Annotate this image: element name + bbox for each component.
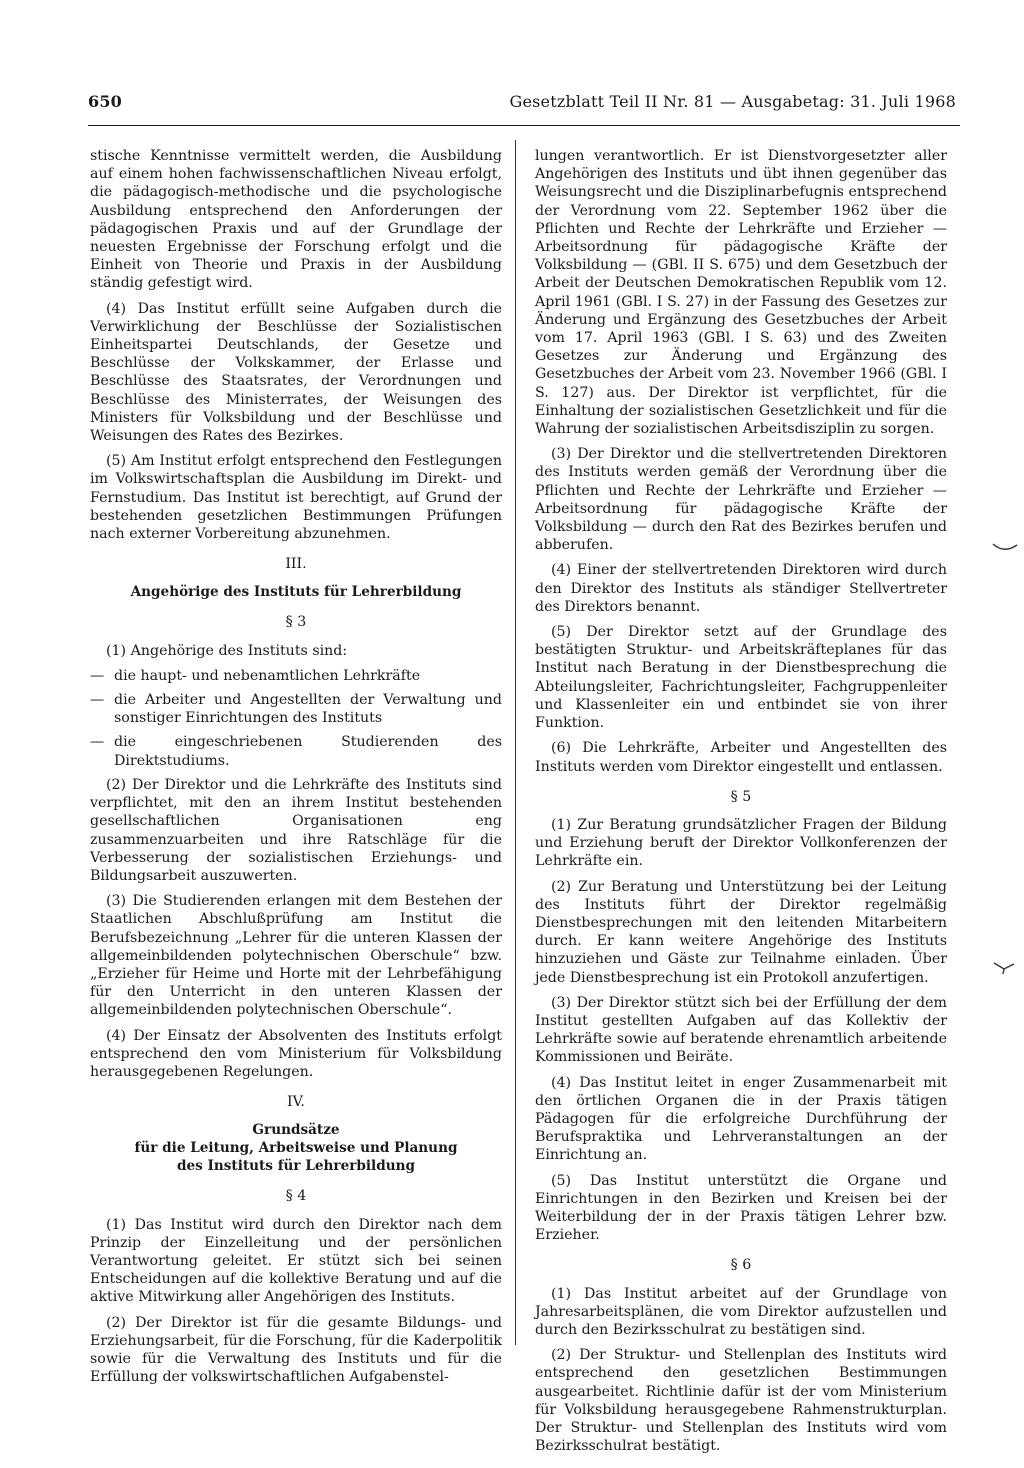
paragraph-symbol: § 6 [730, 1257, 752, 1274]
column-divider [515, 140, 516, 1345]
list-item [90, 733, 502, 769]
list-item-text: die eingeschriebenen Studierenden des Direktstudiums. [114, 734, 502, 769]
dash-bullet: — [90, 667, 105, 684]
paragraph: (5) Das Institut unterstützt die Organe und Einrichtungen in den Bezirken und Kreisen bei der Weiterbildung der in der Praxis tätigen Lehrer bzw. Erzieher. [535, 1172, 947, 1244]
paragraph: (3) Die Studierenden erlangen mit dem Bestehen der Staatlichen Abschlußprüfung am Institut die Berufsbezeichnung „Lehrer für die unteren Klassen der allgemeinbildenden polytechnischen Oberschule“ bzw. „Erzieher für Heime und Horte mit der Lehrbefähigung für den Unterricht in den unteren Klassen der allgemeinbildenden polytechnischen Oberschule“. [90, 893, 502, 1019]
paragraph: (2) Der Direktor und die Lehrkräfte des Instituts sind verpflichtet, mit den an ihrem Institut bestehenden gesellschaftlichen Organisationen eng zusammenzuarbeiten und ihre Ratschläge für die Verbesserung der sozialistischen Erziehungs- und Bildungsarbeit auszuwerten. [90, 776, 502, 884]
page-header [88, 90, 958, 120]
paragraph: (4) Einer der stellvertretenden Direktoren wird durch den Direktor des Instituts als ständiger Stellvertreter des Direktors benannt. [535, 562, 947, 615]
paragraph: (1) Zur Beratung grundsätzlicher Fragen der Bildung und Erziehung beruft der Direktor Vollkonferenzen der Lehrkräfte ein. [535, 816, 947, 870]
section-number: IV. [287, 1094, 305, 1111]
paragraph: (4) Der Einsatz der Absolventen des Instituts erfolgt entsprechend den vom Ministerium für Volksbildung herausgegebenen Regelungen. [90, 1027, 502, 1080]
list-item [90, 667, 502, 685]
paragraph: lungen verantwortlich. Er ist Dienstvorgesetzter aller Angehörigen des Instituts und übt ihnen gegenüber das Weisungsrecht und die Disziplinarbefugnis entsprechend der Verordnung vom 22. September 1962 über die Pflichten und Rechte der Lehrkräfte und Erzieher — Arbeitsordnung für pädagogische Kräfte der Volksbildung — (GBl. II S. 675) und dem Gesetzbuch der Arbeit der Deutschen Demokratischen Republik vom 12. April 1961 (GBl. I S. 27) in der Fassung des Gesetzes zur Änderung und Ergänzung des Gesetzbuches der Arbeit vom 17. April 1963 (GBl. I S. 63) und des Zweiten Gesetzes zur Änderung und Ergänzung des Gesetzbuches der Arbeit vom 23. November 1966 (GBl. I S. 127) aus. Der Direktor ist verpflichtet, für die Einhaltung der sozialistischen Gesetzlichkeit und für die Wahrung der sozialistischen Arbeitsdisziplin zu sorgen. [535, 148, 947, 438]
paragraph: (4) Das Institut erfüllt seine Aufgaben durch die Verwirklichung der Beschlüsse der Sozialistischen Einheitspartei Deutschlands, der Gesetze und Beschlüsse der Volkskammer, der Erlasse und Beschlüsse des Staatsrates, der Verordnungen und Beschlüsse des Ministerrates, der Weisungen des Ministers für Volksbildung und der Beschlüsse und Weisungen des Rates des Bezirkes. [90, 300, 502, 445]
margin-mark-icon [992, 960, 1016, 976]
paragraph: (1) Das Institut wird durch den Direktor nach dem Prinzip der Einzelleitung und der persönlichen Verantwortung geleitet. Er stützt sich bei seinen Entscheidungen auf die kollektive Beratung und auf die aktive Mitwirkung aller Angehörigen des Instituts. [90, 1216, 502, 1306]
header-rule [88, 125, 960, 126]
paragraph: (1) Angehörige des Instituts sind: [106, 642, 348, 659]
paragraph: (2) Zur Beratung und Unterstützung bei der Leitung des Instituts führt der Direktor regelmäßig Dienstbesprechungen mit den leitenden Mitarbeitern durch. Er kann weitere Angehörige des Instituts hinzuziehen und Gäste zur Teilnahme einladen. Über jede Dienstbesprechung ist ein Protokoll anzufertigen. [535, 878, 947, 986]
section-heading-line: Grundsätze [252, 1122, 340, 1139]
paragraph-symbol: § 3 [285, 614, 307, 631]
list-item [90, 691, 502, 727]
left-column [90, 147, 502, 1393]
margin-mark-icon [992, 540, 1018, 554]
paragraph: (5) Der Direktor setzt auf der Grundlage des bestätigten Struktur- und Arbeitskräfteplanes für das Institut nach Beratung in der Dienstbesprechung die Abteilungsleiter, Fachrichtungsleiter, Fachgruppenleiter und Klassenleiter ein und entbindet sie von ihrer Funktion. [535, 624, 947, 732]
paragraph: (4) Das Institut leitet in enger Zusammenarbeit mit den örtlichen Organen die in der Praxis tätigen Pädagogen für die erfolgreiche Durchführung der Berufspraktika und Lehrveranstaltungen an der Einrichtung an. [535, 1074, 947, 1164]
right-column [535, 147, 947, 1462]
paragraph: (3) Der Direktor und die stellvertretenden Direktoren des Instituts werden gemäß der Verordnung über die Pflichten und Rechte der Lehrkräfte und Erzieher — Arbeitsordnung für pädagogische Kräfte der Volksbildung — durch den Rat des Bezirkes berufen und abberufen. [535, 446, 947, 554]
section-heading-line: für die Leitung, Arbeitsweise und Planung [134, 1140, 458, 1157]
dash-bullet: — [90, 734, 105, 751]
paragraph-symbol: § 5 [730, 788, 752, 805]
dash-bullet: — [90, 692, 105, 709]
running-title: Gesetzblatt Teil II Nr. 81 — Ausgabetag: 31. Juli 1968 [509, 92, 956, 111]
paragraph: (5) Am Institut erfolgt entsprechend den Festlegungen im Volkswirtschaftsplan die Ausbildung im Direkt- und Fernstudium. Das Institut ist berechtigt, auf Grund der bestehenden gesetzlichen Bestimmungen Prüfungen nach externer Vorbereitung abzunehmen. [90, 453, 502, 543]
section-heading: Angehörige des Instituts für Lehrerbildung [130, 584, 462, 601]
paragraph: (2) Der Direktor ist für die gesamte Bildungs- und Erziehungsarbeit, für die Forschung, für die Kaderpolitik sowie für die Verwaltung des Instituts und für die Erfüllung der volkswirtschaftlichen Aufgabenstel- [90, 1314, 502, 1386]
paragraph: (2) Der Struktur- und Stellenplan des Instituts wird entsprechend den gesetzlichen Bestimmungen ausgearbeitet. Richtlinie dafür ist der vom Ministerium für Volksbildung herausgegebene Rahmenstrukturplan. Der Struktur- und Stellenplan des Instituts wird vom Bezirksschulrat bestätigt. [535, 1347, 947, 1455]
section-number: III. [285, 556, 307, 573]
paragraph: (3) Der Direktor stützt sich bei der Erfüllung der dem Institut gestellten Aufgaben auf das Kollektiv der Lehrkräfte sowie auf beratende ehrenamtlich arbeitende Kommissionen und Beiräte. [535, 994, 947, 1066]
list-item-text: die haupt- und nebenamtlichen Lehrkräfte [114, 667, 421, 684]
section-heading-line: des Instituts für Lehrerbildung [176, 1158, 415, 1175]
list-item-text: die Arbeiter und Angestellten der Verwaltung und sonstiger Einrichtungen des Instituts [114, 692, 502, 727]
page-number: 650 [88, 92, 122, 111]
paragraph: (6) Die Lehrkräfte, Arbeiter und Angestellten des Instituts werden vom Direktor eingestellt und entlassen. [535, 740, 947, 775]
paragraph-symbol: § 4 [285, 1188, 307, 1205]
section-heading [90, 1121, 502, 1175]
paragraph: (1) Das Institut arbeitet auf der Grundlage von Jahresarbeitsplänen, die vom Direktor aufzustellen und durch den Bezirksschulrat zu bestätigen sind. [535, 1285, 947, 1338]
paragraph: stische Kenntnisse vermittelt werden, die Ausbildung auf einem hohen fachwissenschaftlichen Niveau erfolgt, die pädagogisch-methodische und die psychologische Ausbildung entsprechend den Anforderungen der pädagogischen Praxis und auf der Grundlage der neuesten Ergebnisse der Forschung erfolgt und die Einheit von Theorie und Praxis in der Ausbildung ständig gefestigt wird. [90, 148, 502, 292]
